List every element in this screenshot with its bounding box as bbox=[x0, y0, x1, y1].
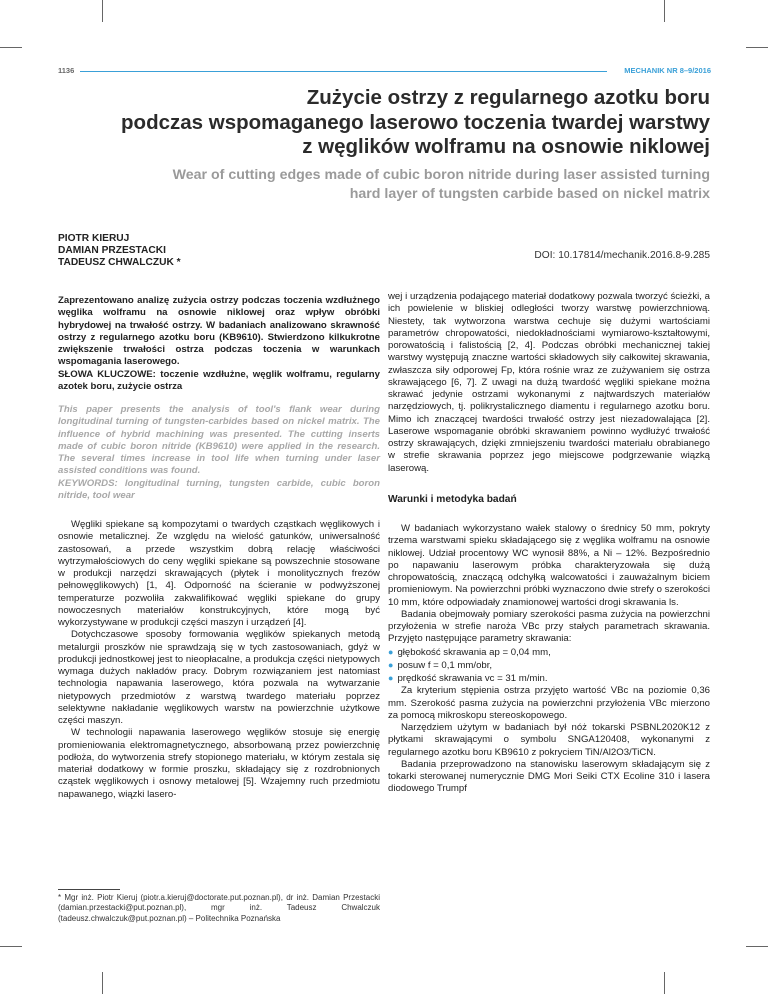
abstract-pl: Zaprezentowano analizę zużycia ostrzy podczas toczenia wzdłużnego węglika wolframu na osnowie niklowej oraz wpływ obróbki hybrydowej na trwałość ostrzy. W badaniach analizowano skrawność ostrzy z regularnego azotku boru (KB9610). Stwierdzono kilkukrotne zwiększenie trwałości ostrza podczas toczenia w warunkach wspomagania laserowego. bbox=[58, 295, 380, 368]
list-item-text: głębokość skrawania ap = 0,04 mm, bbox=[397, 646, 551, 658]
body-paragraph: wej i urządzenia podającego materiał dodatkowy pozwala tworzyć ścieżki, a ich powielenie w bliskiej odległości tworzy warstwę powierzchniową. Niestety, tak wytworzona warstwa cechuje się dużymi wartościami parametrów chropowatości, niedokładnościami wymiarowo-kształtowymi, porowatością i falistością [2, 4]. Podczas obróbki mechanicznej takiej warstwy występują znaczne wartości składowych siły całkowitej skrawania, zwłaszcza siły odporowej Fp, która rośnie wraz ze zużywaniem się ostrza skrawającego [6, 7]. Z uwagi na dużą twardość węgliki spiekane można skrawać jedynie ostrzami wykonanymi z najtwardszych materiałów narzędziowych, tj. polikrystalicznego diamentu i regularnego azotku boru. Mimo ich znaczącej twardości trwałość ostrzy jest niezadowalająca [2]. Laserowe wspomaganie obróbki skrawaniem powinno wydłużyć trwałość ostrzy skrawających, dzięki zmniejszeniu twardości materiału obrabianego w strefie skrawania poprzez jego miejscowe podgrzewanie wiązką laserową. bbox=[388, 291, 710, 474]
title-line: podczas wspomaganego laserowo toczenia twardej warstwy bbox=[121, 110, 710, 134]
crop-mark bbox=[746, 946, 768, 947]
journal-name: MECHANIK NR 8–9/2016 bbox=[624, 66, 711, 75]
list-item bbox=[388, 672, 710, 685]
list-item-text: prędkość skrawania vc = 31 m/min. bbox=[397, 673, 548, 684]
subtitle-line: hard layer of tungsten carbide based on nickel matrix bbox=[349, 186, 710, 202]
body-paragraph: Za kryterium stępienia ostrza przyjęto wartość VBc na poziomie 0,36 mm. Szerokość pasma zużycia na powierzchni przyłożenia VBc mierzono za pomocą mikroskopu stereoskopowego. bbox=[388, 685, 710, 721]
header-rule bbox=[80, 71, 607, 72]
crop-mark bbox=[664, 0, 665, 22]
keywords-pl: SŁOWA KLUCZOWE: toczenie wzdłużne, węglik wolframu, regularny azotek boru, zużycie ostrza bbox=[58, 368, 380, 392]
author-list bbox=[58, 233, 358, 269]
body-paragraph: Badania obejmowały pomiary szerokości pasma zużycia na powierzchni przyłożenia w strefie naroża VBc przy stałych parametrach skrawania. Przyjęto następujące parametry skrawania: bbox=[388, 608, 710, 645]
crop-mark bbox=[664, 972, 665, 994]
body-paragraph: Narzędziem użytym w badaniach był nóż tokarski PSBNL2020K12 z płytkami skrawającymi o symbolu SNGA120408, wykonanymi z regularnego azotku boru KB9610 z pokryciem TiN/Al2O3/TiCN. bbox=[388, 722, 710, 758]
body-paragraph: W badaniach wykorzystano wałek stalowy o średnicy 50 mm, pokryty trzema warstwami spieku składającego się z węglika wolframu na osnowie niklowej. Udział procentowy WC wynosił 88%, a Ni – 12%. Bezpośrednio po napawaniu laserowym próbka charakteryzowała się dużą chropowatością, znaczącą odchyłką walcowatości i zauważalnym biciem promieniowym. Na powierzchni próbki wyznaczono dwie strefy o szerokości 10 mm, które odpowiadały znamionowej wartości drogi skrawania ls. bbox=[388, 523, 710, 608]
body-paragraph: Badania przeprowadzono na stanowisku laserowym składającym się z tokarki sterowanej numerycznie DMG Mori Seiki CTX Ecoline 310 i lasera diodowego Trumpf bbox=[388, 758, 710, 795]
title-line: z węglików wolframu na osnowie niklowej bbox=[302, 135, 710, 158]
article-title bbox=[90, 86, 710, 160]
author-name: DAMIAN PRZESTACKI bbox=[58, 245, 166, 256]
right-column bbox=[388, 291, 710, 796]
author-name: PIOTR KIERUJ bbox=[58, 233, 130, 244]
article-subtitle bbox=[70, 166, 710, 204]
body-paragraph: Dotychczasowe sposoby formowania węglików spiekanych metodą metalurgii proszków nie sprawdzają się w tych zastosowaniach, gdyż w produkcji jednostkowej jest to nieopłacalne, a produkcja części nietypowych wymaga dużych nakładów pracy. Dobrym rozwiązaniem jest natomiast technologia napawania laserowego, która pozwala na wytwarzanie nietypowych przedmiotów z warstwą twardego materiału poprzez selektywne nakładanie węglikowych warstw na powierzchnie użytkowe części maszyn. bbox=[58, 629, 380, 726]
footnote: * Mgr inż. Piotr Kieruj (piotr.a.kieruj@doctorate.put.poznan.pl), dr inż. Damian Przestacki (damian.przestacki@put.poznan.pl), mgr inż. Tadeusz Chwalczuk (tadeusz.chwalczuk@put.poznan.pl) – Politechnika Poznańska bbox=[58, 893, 380, 923]
author-name: TADEUSZ CHWALCZUK * bbox=[58, 257, 181, 268]
bullet-icon: ● bbox=[388, 659, 394, 670]
subtitle-line: Wear of cutting edges made of cubic boron nitride during laser assisted turning bbox=[172, 167, 710, 183]
doi-link[interactable]: DOI: 10.17814/mechanik.2016.8-9.285 bbox=[534, 250, 710, 261]
running-header bbox=[58, 66, 711, 78]
crop-mark bbox=[746, 47, 768, 48]
crop-mark bbox=[0, 946, 22, 947]
list-item bbox=[388, 659, 710, 672]
crop-mark bbox=[102, 972, 103, 994]
page-number: 1136 bbox=[58, 66, 75, 75]
crop-mark bbox=[102, 0, 103, 22]
bullet-icon: ● bbox=[388, 673, 394, 683]
left-column bbox=[58, 295, 380, 801]
title-line: Zużycie ostrzy z regularnego azotku boru bbox=[306, 86, 710, 109]
bullet-icon: ● bbox=[388, 646, 394, 657]
abstract-en: This paper presents the analysis of tool's flank wear during longitudinal turning of tungsten-carbides based on nickel matrix. The influence of hybrid machining was presented. The cutting inserts made of cubic boron nitride (KB9610) were applied in the research. The several times increase in tool life when turning under laser assisted conditions was found. bbox=[58, 404, 380, 477]
body-paragraph: W technologii napawania laserowego węglików stosuje się energię promieniowania elektromagnetycznego, absorbowaną przez powierzchnię podłoża, do wytworzenia strefy stopionego materiału, w którym zestala się materiał dodatkowy w formie proszku, składający się z rozdrobnionych cząstek węglikowych i osnowy metalowej [5]. Wzajemny ruch przedmiotu napawanego, wiązki lasero- bbox=[58, 727, 380, 800]
list-item bbox=[388, 646, 710, 659]
crop-mark bbox=[0, 47, 22, 48]
keywords-en: KEYWORDS: longitudinal turning, tungsten carbide, cubic boron nitride, tool wear bbox=[58, 477, 380, 501]
footnote-rule bbox=[58, 889, 120, 890]
section-heading: Warunki i metodyka badań bbox=[388, 493, 517, 505]
body-paragraph: Węgliki spiekane są kompozytami o twardych cząstkach węglikowych i osnowie metalicznej. Ze względu na wielość gatunków, uniwersalność zastosowań, a przede wszystkim dobrą relację właściwości wytrzymałościowych do ceny węgliki spiekane są powszechnie stosowane w produkcji narzędzi skrawających (płytek i monolitycznych frezów pełnowęglikowych) [1, 4]. Odporność na ścieranie w podwyższonej temperaturze pozwoliła zakwalifikować węgliki spiekane do grupy nowoczesnych materiałów konstrukcyjnych, które mogą być wykorzystywane w produkcji części maszyn i urządzeń [4]. bbox=[58, 519, 380, 628]
list-item-text: posuw f = 0,1 mm/obr, bbox=[397, 659, 493, 671]
